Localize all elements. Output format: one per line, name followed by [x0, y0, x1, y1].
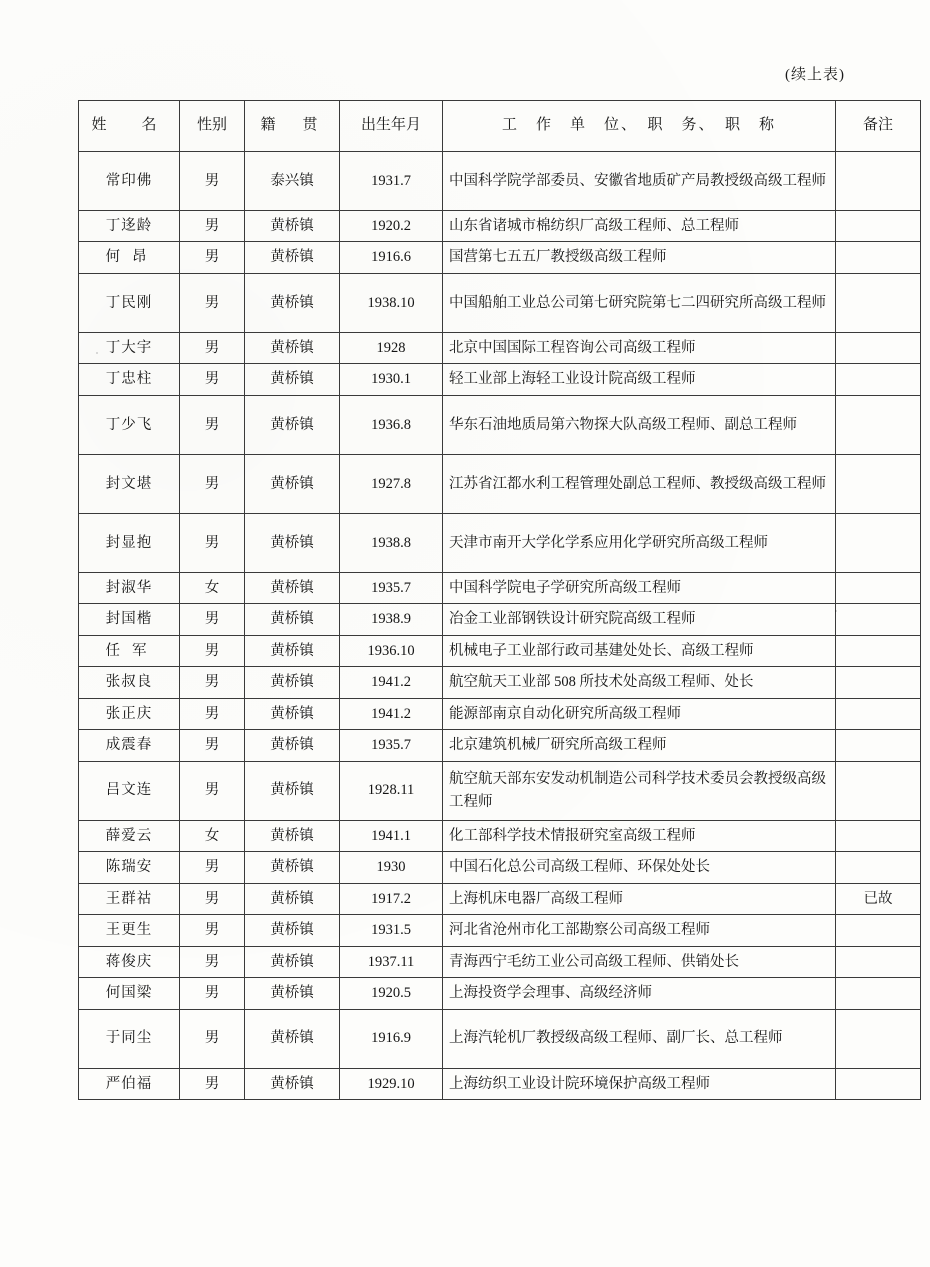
cell-work: 上海纺织工业设计院环境保护高级工程师 — [443, 1068, 836, 1099]
cell-remark — [836, 395, 921, 454]
cell-remark — [836, 946, 921, 977]
cell-work: 北京建筑机械厂研究所高级工程师 — [443, 730, 836, 761]
cell-birth: 1917.2 — [340, 883, 443, 914]
table-row — [79, 883, 921, 914]
cell-sex: 男 — [180, 211, 245, 242]
table-row — [79, 730, 921, 761]
cell-origin: 黄桥镇 — [245, 572, 340, 603]
cell-remark — [836, 1009, 921, 1068]
cell-sex: 男 — [180, 1068, 245, 1099]
table-row — [79, 273, 921, 332]
cell-sex: 男 — [180, 454, 245, 513]
cell-name: 王更生 — [79, 915, 180, 946]
cell-remark — [836, 242, 921, 273]
cell-birth: 1930.1 — [340, 364, 443, 395]
cell-birth: 1938.10 — [340, 273, 443, 332]
cell-sex: 男 — [180, 332, 245, 363]
cell-sex: 女 — [180, 572, 245, 603]
cell-name: 薛爱云 — [79, 820, 180, 851]
cell-birth: 1937.11 — [340, 946, 443, 977]
cell-work: 北京中国国际工程咨询公司高级工程师 — [443, 332, 836, 363]
cell-sex: 男 — [180, 730, 245, 761]
cell-sex: 男 — [180, 946, 245, 977]
table-row — [79, 152, 921, 211]
cell-name: 丁迻龄 — [79, 211, 180, 242]
cell-name: 封显抱 — [79, 513, 180, 572]
cell-name: 成震春 — [79, 730, 180, 761]
cell-work: 中国科学院电子学研究所高级工程师 — [443, 572, 836, 603]
cell-birth: 1931.7 — [340, 152, 443, 211]
column-header-name: 姓 名 — [79, 101, 180, 152]
table-body — [79, 152, 921, 1100]
cell-birth: 1928 — [340, 332, 443, 363]
cell-birth: 1928.11 — [340, 761, 443, 820]
cell-work: 冶金工业部钢铁设计研究院高级工程师 — [443, 604, 836, 635]
cell-name: 张正庆 — [79, 698, 180, 729]
table-row — [79, 820, 921, 851]
column-header-origin: 籍 贯 — [245, 101, 340, 152]
cell-sex: 男 — [180, 513, 245, 572]
cell-remark — [836, 364, 921, 395]
table-row — [79, 513, 921, 572]
cell-sex: 男 — [180, 635, 245, 666]
cell-sex: 男 — [180, 761, 245, 820]
table-row — [79, 332, 921, 363]
cell-origin: 黄桥镇 — [245, 1068, 340, 1099]
cell-name: 严伯福 — [79, 1068, 180, 1099]
cell-remark — [836, 761, 921, 820]
cell-origin: 黄桥镇 — [245, 364, 340, 395]
cell-work: 机械电子工业部行政司基建处处长、高级工程师 — [443, 635, 836, 666]
cell-remark — [836, 635, 921, 666]
cell-remark — [836, 604, 921, 635]
cell-work: 河北省沧州市化工部勘察公司高级工程师 — [443, 915, 836, 946]
cell-sex: 男 — [180, 978, 245, 1009]
cell-sex: 男 — [180, 364, 245, 395]
roster-table-wrapper — [78, 100, 893, 1100]
scan-speckle — [96, 352, 98, 354]
cell-origin: 黄桥镇 — [245, 1009, 340, 1068]
cell-work: 山东省诸城市棉纺织厂高级工程师、总工程师 — [443, 211, 836, 242]
cell-sex: 男 — [180, 698, 245, 729]
cell-name: 封国楷 — [79, 604, 180, 635]
cell-name: 丁少飞 — [79, 395, 180, 454]
cell-remark — [836, 1068, 921, 1099]
column-header-remark: 备注 — [836, 101, 921, 152]
table-row — [79, 635, 921, 666]
cell-origin: 黄桥镇 — [245, 635, 340, 666]
cell-name: 王群祜 — [79, 883, 180, 914]
cell-origin: 黄桥镇 — [245, 978, 340, 1009]
cell-origin: 黄桥镇 — [245, 395, 340, 454]
cell-work: 上海投资学会理事、高级经济师 — [443, 978, 836, 1009]
cell-work: 航空航天工业部 508 所技术处高级工程师、处长 — [443, 667, 836, 698]
cell-remark — [836, 273, 921, 332]
cell-birth: 1941.2 — [340, 698, 443, 729]
cell-name: 丁大宇 — [79, 332, 180, 363]
cell-remark — [836, 152, 921, 211]
column-header-work: 工 作 单 位、 职 务、 职 称 — [443, 101, 836, 152]
cell-work: 上海汽轮机厂教授级高级工程师、副厂长、总工程师 — [443, 1009, 836, 1068]
column-header-sex: 性别 — [180, 101, 245, 152]
cell-origin: 黄桥镇 — [245, 667, 340, 698]
cell-name: 陈瑞安 — [79, 852, 180, 883]
cell-work: 华东石油地质局第六物探大队高级工程师、副总工程师 — [443, 395, 836, 454]
cell-work: 能源部南京自动化研究所高级工程师 — [443, 698, 836, 729]
cell-sex: 女 — [180, 820, 245, 851]
table-row — [79, 242, 921, 273]
cell-name: 封文堪 — [79, 454, 180, 513]
cell-work: 江苏省江都水利工程管理处副总工程师、教授级高级工程师 — [443, 454, 836, 513]
cell-origin: 泰兴镇 — [245, 152, 340, 211]
table-row — [79, 604, 921, 635]
cell-remark — [836, 332, 921, 363]
cell-birth: 1941.2 — [340, 667, 443, 698]
cell-name: 何昂 — [79, 242, 180, 273]
cell-origin: 黄桥镇 — [245, 604, 340, 635]
cell-remark — [836, 513, 921, 572]
cell-origin: 黄桥镇 — [245, 730, 340, 761]
cell-birth: 1935.7 — [340, 730, 443, 761]
table-row — [79, 211, 921, 242]
cell-birth: 1936.8 — [340, 395, 443, 454]
cell-work: 国营第七五五厂教授级高级工程师 — [443, 242, 836, 273]
cell-origin: 黄桥镇 — [245, 211, 340, 242]
cell-sex: 男 — [180, 915, 245, 946]
cell-sex: 男 — [180, 242, 245, 273]
roster-table — [78, 100, 921, 1100]
continuation-note: (续上表) — [785, 67, 845, 83]
cell-birth: 1920.5 — [340, 978, 443, 1009]
cell-birth: 1938.9 — [340, 604, 443, 635]
header-row — [79, 101, 921, 152]
cell-remark — [836, 852, 921, 883]
cell-remark — [836, 698, 921, 729]
cell-birth: 1927.8 — [340, 454, 443, 513]
cell-sex: 男 — [180, 604, 245, 635]
cell-birth: 1929.10 — [340, 1068, 443, 1099]
cell-sex: 男 — [180, 852, 245, 883]
cell-birth: 1938.8 — [340, 513, 443, 572]
cell-name: 于同尘 — [79, 1009, 180, 1068]
cell-origin: 黄桥镇 — [245, 761, 340, 820]
cell-remark — [836, 915, 921, 946]
cell-name: 张叔良 — [79, 667, 180, 698]
cell-remark — [836, 211, 921, 242]
table-row — [79, 946, 921, 977]
cell-name: 封淑华 — [79, 572, 180, 603]
cell-birth: 1930 — [340, 852, 443, 883]
cell-remark — [836, 820, 921, 851]
cell-work: 天津市南开大学化学系应用化学研究所高级工程师 — [443, 513, 836, 572]
cell-birth: 1920.2 — [340, 211, 443, 242]
cell-birth: 1916.6 — [340, 242, 443, 273]
table-row — [79, 761, 921, 820]
cell-name: 丁忠柱 — [79, 364, 180, 395]
scan-speckle — [835, 610, 837, 612]
cell-remark — [836, 572, 921, 603]
cell-name: 任军 — [79, 635, 180, 666]
cell-sex: 男 — [180, 395, 245, 454]
cell-origin: 黄桥镇 — [245, 513, 340, 572]
cell-origin: 黄桥镇 — [245, 915, 340, 946]
cell-sex: 男 — [180, 273, 245, 332]
cell-name: 吕文连 — [79, 761, 180, 820]
cell-remark — [836, 730, 921, 761]
cell-name: 丁民刚 — [79, 273, 180, 332]
cell-sex: 男 — [180, 152, 245, 211]
cell-work: 航空航天部东安发动机制造公司科学技术委员会教授级高级工程师 — [443, 761, 836, 820]
cell-name: 常印佛 — [79, 152, 180, 211]
table-row — [79, 698, 921, 729]
cell-remark — [836, 667, 921, 698]
table-row — [79, 852, 921, 883]
cell-remark — [836, 978, 921, 1009]
cell-work: 中国科学院学部委员、安徽省地质矿产局教授级高级工程师 — [443, 152, 836, 211]
cell-origin: 黄桥镇 — [245, 332, 340, 363]
cell-birth: 1936.10 — [340, 635, 443, 666]
cell-sex: 男 — [180, 667, 245, 698]
cell-origin: 黄桥镇 — [245, 946, 340, 977]
cell-work: 轻工业部上海轻工业设计院高级工程师 — [443, 364, 836, 395]
table-row — [79, 364, 921, 395]
cell-origin: 黄桥镇 — [245, 698, 340, 729]
cell-work: 青海西宁毛纺工业公司高级工程师、供销处长 — [443, 946, 836, 977]
table-row — [79, 395, 921, 454]
cell-name: 蒋俊庆 — [79, 946, 180, 977]
cell-work: 中国船舶工业总公司第七研究院第七二四研究所高级工程师 — [443, 273, 836, 332]
cell-birth: 1916.9 — [340, 1009, 443, 1068]
cell-name: 何国梁 — [79, 978, 180, 1009]
cell-origin: 黄桥镇 — [245, 883, 340, 914]
cell-origin: 黄桥镇 — [245, 242, 340, 273]
cell-origin: 黄桥镇 — [245, 852, 340, 883]
cell-remark — [836, 454, 921, 513]
cell-remark: 已故 — [836, 883, 921, 914]
table-row — [79, 978, 921, 1009]
table-row — [79, 572, 921, 603]
column-header-birth: 出生年月 — [340, 101, 443, 152]
cell-birth: 1941.1 — [340, 820, 443, 851]
table-row — [79, 454, 921, 513]
table-header — [79, 101, 921, 152]
cell-work: 化工部科学技术情报研究室高级工程师 — [443, 820, 836, 851]
table-row — [79, 667, 921, 698]
cell-origin: 黄桥镇 — [245, 273, 340, 332]
cell-work: 中国石化总公司高级工程师、环保处处长 — [443, 852, 836, 883]
cell-sex: 男 — [180, 1009, 245, 1068]
cell-birth: 1935.7 — [340, 572, 443, 603]
cell-work: 上海机床电器厂高级工程师 — [443, 883, 836, 914]
cell-birth: 1931.5 — [340, 915, 443, 946]
cell-sex: 男 — [180, 883, 245, 914]
table-row — [79, 915, 921, 946]
cell-origin: 黄桥镇 — [245, 820, 340, 851]
table-row — [79, 1009, 921, 1068]
table-row — [79, 1068, 921, 1099]
cell-origin: 黄桥镇 — [245, 454, 340, 513]
